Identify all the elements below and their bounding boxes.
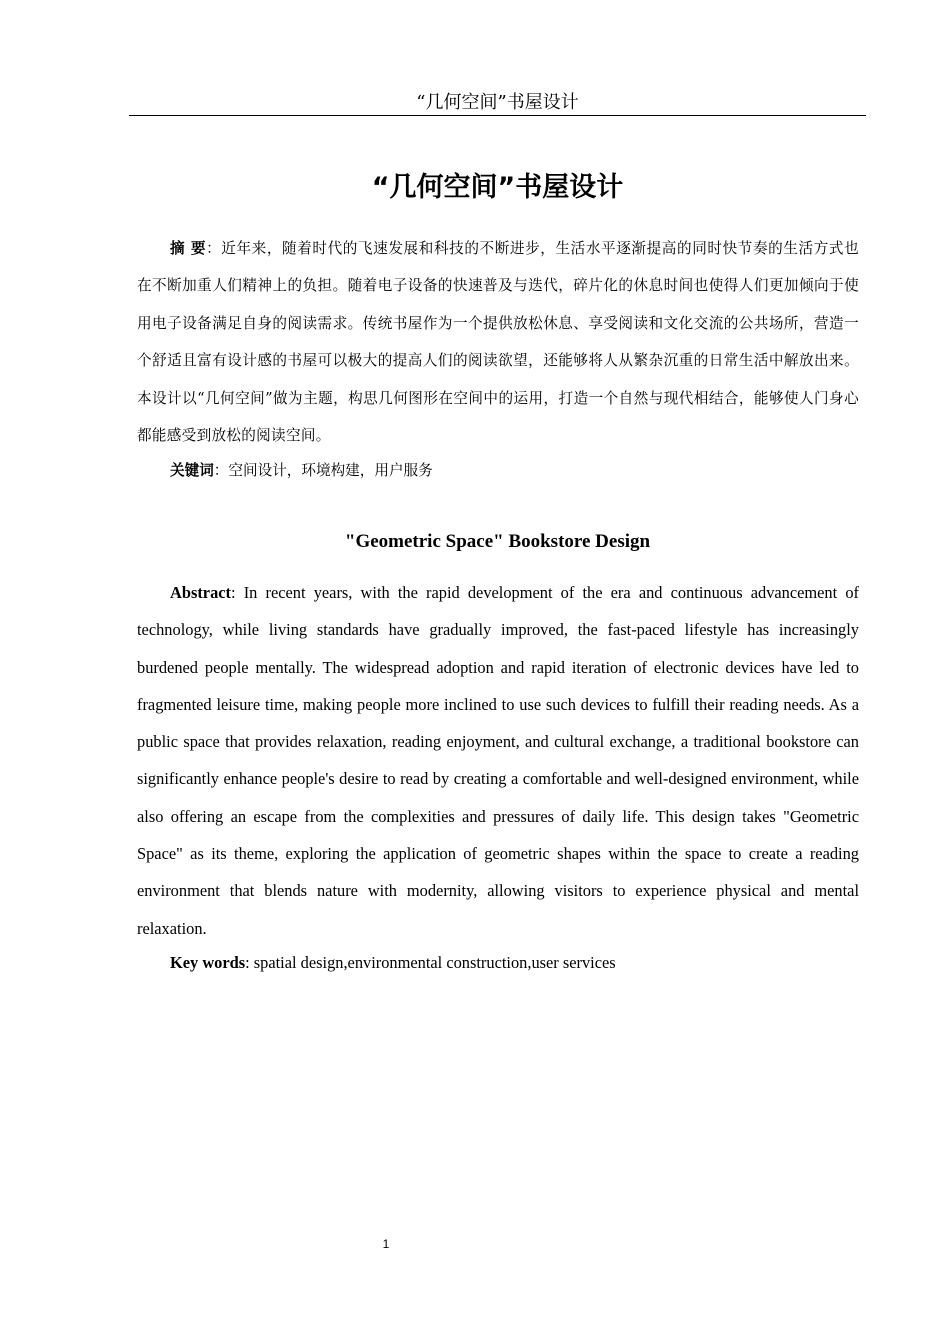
- english-title: "Geometric Space" Bookstore Design: [344, 531, 651, 552]
- running-header: “几何空间”书屋设计: [416, 92, 579, 113]
- chinese-abstract-label: 摘 要: [170, 240, 207, 257]
- english-abstract-text: In recent years, with the rapid development of the era and continuous advancement of technology, while living standards have gradually improved, the fast-paced lifestyle has increasingly burdened people mentally. The widespread adoption and rapid iteration of electronic devices have led to fragmented leisure time, making people more inclined to use such devices to fulfill their reading needs. As a public space that provides relaxation, reading enjoyment, and cultural exchange, a traditional bookstore can significantly enhance people's desire to read by creating a comfortable and well-designed environment, while also offering an escape from the complexities and pressures of daily life. This design takes "Geometric Space" as its theme, exploring the application of geometric shapes within the space to create a reading environment that blends nature with modernity, allowing visitors to experience physical and mental relaxation.: [137, 583, 859, 938]
- chinese-keywords: [170, 454, 860, 488]
- english-keywords-separator: :: [245, 953, 254, 972]
- chinese-title: “几何空间”书屋设计: [371, 172, 624, 203]
- english-abstract: [137, 574, 859, 947]
- english-abstract-label: Abstract: [170, 583, 231, 602]
- english-keywords-text: spatial design,environmental construction,user services: [253, 953, 616, 972]
- chinese-abstract: [137, 230, 859, 454]
- header-rule: [129, 115, 866, 116]
- english-keywords-label: Key words: [170, 953, 246, 972]
- english-keywords: [170, 948, 860, 978]
- chinese-keywords-label: 关键词: [170, 462, 214, 479]
- page-number: 1: [382, 1237, 390, 1251]
- chinese-keywords-text: 空间设计，环境构建，用户服务: [228, 462, 433, 479]
- chinese-keywords-separator: ：: [213, 462, 229, 479]
- chinese-abstract-separator: ：: [206, 240, 222, 257]
- english-abstract-separator: :: [231, 583, 244, 602]
- chinese-abstract-text: 近年来，随着时代的飞速发展和科技的不断进步，生活水平逐渐提高的同时快节奏的生活方式也在不断加重人们精神上的负担。随着电子设备的快速普及与迭代，碎片化的休息时间也使得人们更加倾向于使用电子设备满足自身的阅读需求。传统书屋作为一个提供放松休息、享受阅读和文化交流的公共场所，营造一个舒适且富有设计感的书屋可以极大的提高人们的阅读欲望，还能够将人从繁杂沉重的日常生活中解放出来。本设计以“几何空间”做为主题，构思几何图形在空间中的运用，打造一个自然与现代相结合，能够使人门身心都能感受到放松的阅读空间。: [137, 240, 859, 445]
